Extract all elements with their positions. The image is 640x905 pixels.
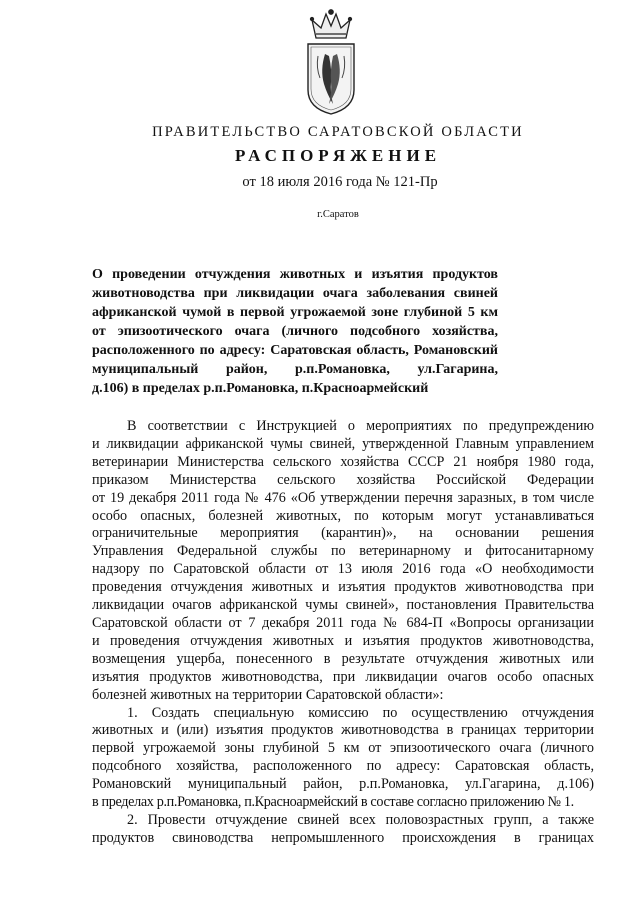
body-line: ликвидации очагов африканской чумы свиней», постановления Правительства	[92, 597, 594, 614]
subject-line: О проведении отчуждения животных и изъятия продуктов	[92, 267, 498, 282]
subject-line: д.106) в пределах р.п.Романовка, п.Красноармейский	[92, 381, 429, 396]
body-line: Управления Федеральной службы по ветеринарному и фитосанитарному	[92, 543, 594, 560]
body-line: и ликвидации африканской чумы свиней, утвержденной Главным управлением	[92, 435, 594, 452]
body-line: в пределах р.п.Романовка, п.Красноармейский в составе согласно приложению № 1.	[92, 794, 574, 811]
body-line: первой угрожаемой зоны глубиной 5 км от эпизоотического очага (личного	[92, 740, 594, 757]
body-line: болезней животных на территории Саратовской области»:	[92, 686, 444, 703]
body-line: Романовский муниципальный район, р.п.Романовка, ул.Гагарина, д.106)	[92, 776, 594, 793]
government-name: ПРАВИТЕЛЬСТВО САРАТОВСКОЙ ОБЛАСТИ	[152, 124, 524, 140]
body-line: 1. Создать специальную комиссию по осуществлению отчуждения	[127, 704, 594, 721]
document-date-number: от 18 июля 2016 года № 121-Пр	[242, 174, 438, 190]
document-body	[92, 418, 594, 848]
body-line: ограничительные мероприятия (карантин)», на основании решения	[92, 525, 594, 542]
body-line: и проведения отчуждения животных и изъятия продуктов животноводства,	[92, 632, 594, 649]
body-line: от 19 декабря 2011 года № 476 «Об утверждении перечня заразных, в том числе	[92, 489, 594, 506]
crown-icon	[311, 10, 352, 38]
body-line: надзору по Саратовской области от 13 июля 2016 года «О необходимости	[92, 561, 594, 578]
body-line: В соответствии с Инструкцией о мероприятиях по предупреждению	[127, 418, 594, 434]
body-line: ветеринарии Министерства сельского хозяйства СССР 21 ноября 1980 года,	[92, 453, 594, 470]
body-line: приказом Министерства сельского хозяйства Российской Федерации	[92, 471, 594, 488]
subject-line: животноводства при ликвидации очага заболевания свиней	[92, 286, 498, 301]
body-line: животных и (или) изъятия продуктов животноводства в границах территории	[92, 722, 594, 739]
body-line: проведения отчуждения животных и изъятия продуктов животноводства при	[92, 579, 594, 596]
body-line: особо опасных, болезней животных, по которым могут устанавливаться	[92, 507, 594, 524]
body-line: изъятия продуктов животноводства, при ликвидации очагов особо опасных	[92, 668, 594, 685]
body-line: возмещения ущерба, понесенного в результате отчуждения животных или	[92, 650, 594, 667]
body-line: подсобного хозяйства, расположенного по адресу: Саратовская область,	[92, 758, 594, 775]
shield-icon	[308, 44, 354, 114]
document-type: РАСПОРЯЖЕНИЕ	[234, 146, 442, 165]
document-subject	[92, 265, 498, 398]
body-line: 2. Провести отчуждение свиней всех половозрастных групп, а также	[127, 811, 594, 828]
coat-of-arms-emblem	[300, 8, 362, 116]
subject-line: муниципальный район, р.п.Романовка, ул.Гагарина,	[92, 362, 498, 377]
document-city: г.Саратов	[317, 209, 359, 220]
subject-line: расположенного по адресу: Саратовская область, Романовский	[92, 343, 498, 358]
subject-line: от эпизоотического очага (личного подсобного хозяйства,	[92, 324, 498, 339]
body-line: Саратовской области от 7 декабря 2011 года № 684-П «Вопросы организации	[92, 614, 594, 631]
subject-line: африканской чумой в первой угрожаемой зоне глубиной 5 км	[92, 305, 498, 320]
body-line: продуктов свиноводства непромышленного происхождения в границах	[92, 829, 594, 846]
